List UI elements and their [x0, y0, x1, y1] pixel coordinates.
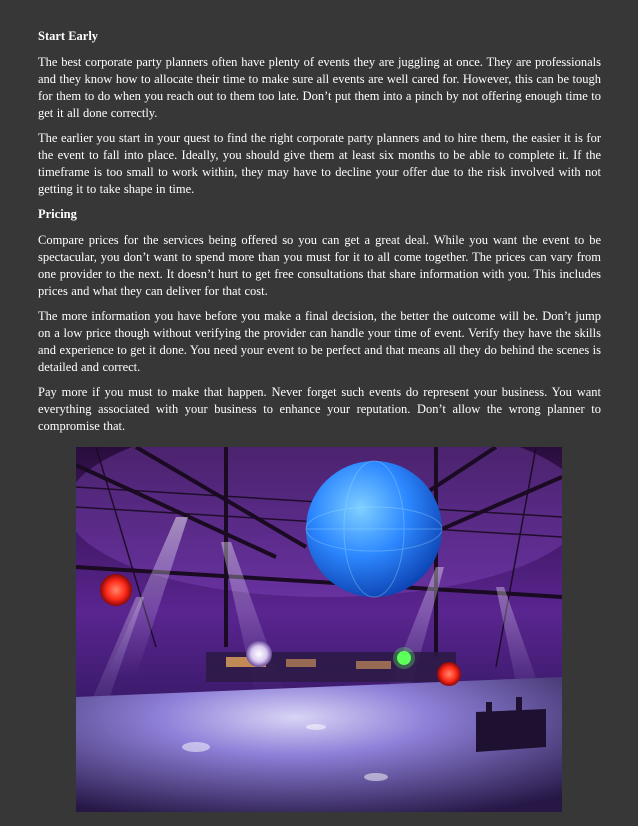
article-body [38, 22, 601, 443]
paragraph: Pay more if you must to make that happen. Never forget such events do represent your business. You want everything associated with your business to enhance your reputation. Don’t allow the wrong planner to compromise that. [38, 385, 601, 433]
section-heading-start-early: Start Early [38, 29, 99, 43]
event-venue-photo [76, 447, 562, 812]
paragraph: The best corporate party planners often have plenty of events they are juggling at once. They are professionals and they know how to allocate their time to make sure all events are well cared for. However, this can be tough for them to do when you reach out to them too late. Don’t put them into a pinch by not offering enough time to get it all done correctly. [38, 55, 601, 120]
paragraph: The more information you have before you make a final decision, the better the outcome will be. Don’t jump on a low price though without verifying the provider can handle your time of event. Verify they have the skills and experience to get it done. You need your event to be perfect and that means all they do behind the scenes is detailed and correct. [38, 309, 601, 374]
paragraph: The earlier you start in your quest to find the right corporate party planners and to hire them, the easier it is for the event to fall into place. Ideally, you should give them at least six months to be able to complete it. If the timeframe is too small to work within, they may have to decline your offer due to the risk involved with not getting it to take shape in time. [38, 131, 601, 196]
paragraph: Compare prices for the services being offered so you can get a great deal. While you want the event to be spectacular, you don’t want to spend more than you must for it to all come together. The prices can vary from one provider to the next. It doesn’t hurt to get free consultations that share information with you. This includes prices and what they can deliver for that cost. [38, 233, 601, 298]
section-heading-pricing: Pricing [38, 207, 77, 221]
